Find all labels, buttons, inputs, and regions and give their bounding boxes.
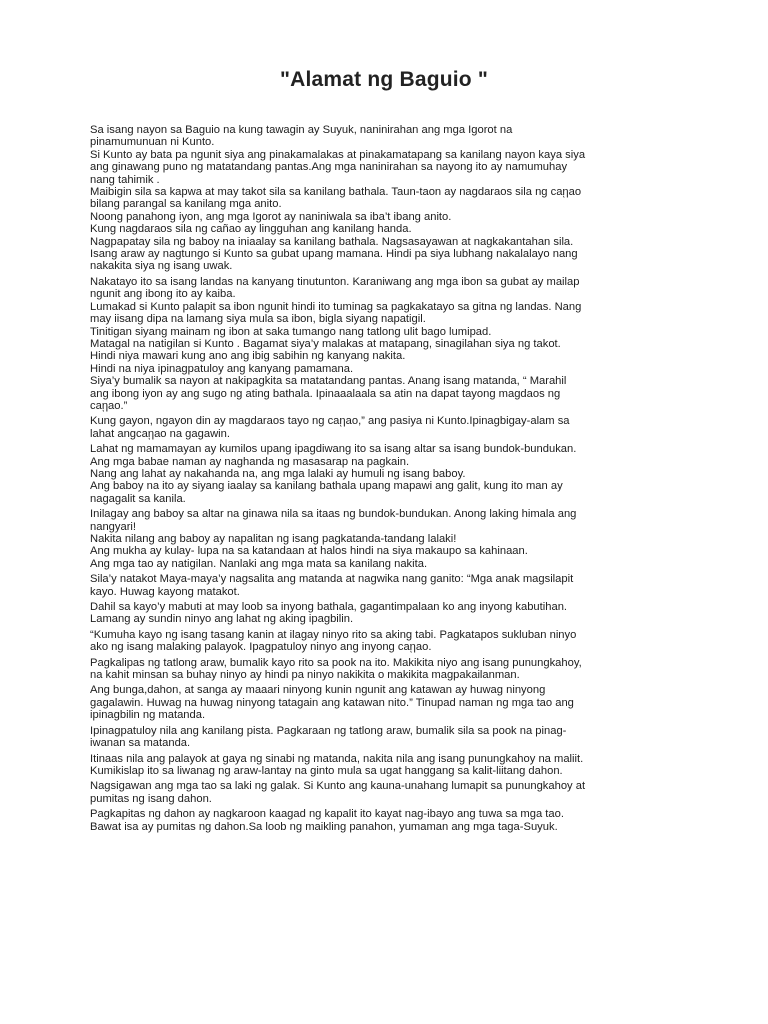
text-line: ngunit ang ibong ito ay kaiba. (90, 288, 236, 301)
text-line: Pagkapitas ng dahon ay nagkaroon kaagad ng kapalit ito kayat nag-ibayo ang tuwa sa mga tao. (90, 808, 564, 821)
text-line: gagalawin. Huwag na huwag ninyong tatagain ang katawan nito.” Tinupad naman ng mga tao ang (90, 696, 574, 709)
text-line: Tinitigan siyang mainam ng ibon at saka tumango nang tatlong ulit bago lumipad. (90, 325, 492, 338)
text-line: Ang baboy na ito ay siyang iaalay sa kanilang bathala upang mapawi ang galit, kung ito man ay (90, 480, 563, 493)
text-line: Kung nagdaraos sila ng cañao ay lingguhan ang kanilang handa. (90, 223, 412, 236)
text-line: Nakita nilang ang baboy ay napalitan ng isang pagkatanda-tandang lalaki! (90, 533, 457, 545)
text-line: nagagalit sa kanila. (90, 492, 186, 505)
text-line: Lumakad si Kunto palapit sa ibon ngunit hindi ito tuminag sa pagkakatayo sa gitna ng landas. Nang (90, 300, 582, 313)
document-title: "Alamat ng Baguio " (279, 68, 489, 91)
paragraph (90, 657, 685, 682)
text-line: bilang parangal sa kanilang mga anito. (90, 198, 282, 211)
text-line: “Kumuha kayo ng isang tasang kanin at ilagay ninyo rito sa aking tabi. Pagkatapos sukluban ninyo (90, 628, 577, 641)
paragraph (90, 780, 685, 805)
text-line: Lahat ng mamamayan ay kumilos upang ipagdiwang ito sa isang altar sa isang bundok-bundukan. (90, 443, 577, 456)
paragraph (90, 508, 685, 570)
text-line: Itinaas nila ang palayok at gaya ng sinabi ng matanda, nakita nila ang isang punungkahoy na maliit. (90, 752, 584, 765)
text-line: lahat angcaῃao na gagawin. (90, 427, 230, 440)
text-line: Isang araw ay nagtungo si Kunto sa gubat upang mamana. Hindi pa siya lubhang nakalalayo nang (90, 248, 578, 261)
paragraph (90, 124, 685, 273)
paragraph (90, 753, 685, 778)
text-line: Ang mukha ay kulay- lupa na sa katandaan at halos hindi na siya makaupo sa kahinaan. (90, 545, 528, 558)
paragraph (90, 415, 685, 440)
text-line: Bawat isa ay pumitas ng dahon.Sa loob ng maikling panahon, yumaman ang mga taga-Suyuk. (90, 820, 558, 833)
text-line: Nang ang lahat ay nakahanda na, ang mga lalaki ay humuli ng isang baboy. (90, 467, 466, 480)
paragraph (90, 808, 685, 833)
text-line: caῃao.” (90, 399, 128, 412)
text-line: Nagpapatay sila ng baboy na iniaalay sa kanilang bathala. Nagsasayawan at nagkakantahan sila. (90, 235, 574, 248)
text-line: ang ibong iyon ay ang sugo ng ating bathala. Ipinaaalaala sa atin na dapat tayong magdaos ng (90, 387, 561, 400)
text-line: Siya’y bumalik sa nayon at nakipagkita sa matatandang pantas. Anang isang matanda, “ Marahil (90, 375, 567, 388)
text-line: Inilagay ang baboy sa altar na ginawa nila sa itaas ng bundok-bundukan. Anong laking himala ang (90, 508, 577, 521)
text-line: Ang bunga,dahon, at sanga ay maaari ninyong kunin ngunit ang katawan ay huwag ninyong (90, 684, 546, 697)
text-line: Ang mga tao ay natigilan. Nanlaki ang mga mata sa kanilang nakita. (90, 557, 428, 570)
text-line: Dahil sa kayo’y mabuti at may loob sa inyong bathala, gagantimpalaan ko ang inyong kabutihan. (90, 601, 568, 614)
paragraph (90, 573, 685, 598)
text-line: Nakatayo ito sa isang landas na kanyang tinutunton. Karaniwang ang mga ibon sa gubat ay mailap (90, 275, 580, 288)
text-line: Pagkalipas ng tatlong araw, bumalik kayo rito sa pook na ito. Makikita niyo ang isang punungkahoy, (90, 656, 582, 669)
text-line: kayo. Huwag kayong matakot. (90, 585, 240, 598)
text-line: Kumikislap ito sa liwanag ng araw-lantay na ginto mula sa ugat hanggang sa kalit-liitang dahon. (90, 764, 563, 777)
text-line: Si Kunto ay bata pa ngunit siya ang pinakamalakas at pinakamatapang sa kanilang nayon kaya siya (90, 148, 586, 161)
paragraph (90, 684, 685, 721)
text-line: Kung gayon, ngayon din ay magdaraos tayo ng caῃao,” ang pasiya ni Kunto.Ipinagbigay-alam sa (90, 415, 570, 428)
paragraph (90, 601, 685, 626)
text-line: na kahit minsan sa buhay ninyo ay hindi pa ninyo nakikita o makikita magpakailanman. (90, 669, 520, 682)
paragraph (90, 725, 685, 750)
text-line: Lamang ay sundin ninyo ang lahat ng aking ipagbilin. (90, 613, 354, 626)
text-line: pinamumunuan ni Kunto. (90, 136, 215, 149)
text-line: Noong panahong iyon, ang mga Igorot ay naniniwala sa iba’t ibang anito. (90, 210, 452, 223)
text-line: Maibigin sila sa kapwa at may takot sila sa kanilang bathala. Taun-taon ay nagdaraos sila ng caῃao (90, 186, 582, 199)
paragraph (90, 276, 685, 412)
text-line: Ipinagpatuloy nila ang kanilang pista. Pagkaraan ng tatlong araw, bumalik sila sa pook na pinag- (90, 724, 567, 737)
text-line: pumitas ng isang dahon. (90, 792, 212, 805)
paragraph (90, 443, 685, 505)
text-line: nangyari! (90, 520, 137, 533)
text-line: Sa isang nayon sa Baguio na kung tawagin ay Suyuk, naninirahan ang mga Igorot na (90, 124, 513, 136)
paragraph (90, 629, 685, 654)
text-line: Sila’y natakot Maya-maya’y nagsalita ang matanda at nagwika nang ganito: “Mga anak magsilapit (90, 573, 574, 586)
document-body (90, 124, 685, 836)
text-line: Ang mga babae naman ay naghanda ng masasarap na pagkain. (90, 455, 410, 468)
text-line: ako ng isang malaking palayok. Ipagpatuloy ninyo ang inyong caῃao. (90, 641, 432, 654)
text-line: ang ginawang puno ng matatandang pantas.Ang mga naninirahan sa nayong ito ay namumuhay (90, 161, 568, 174)
text-line: nakakita siya ng isang uwak. (90, 260, 233, 273)
text-line: ipinagbilin ng matanda. (90, 709, 206, 722)
text-line: Matagal na natigilan si Kunto . Bagamat siya’y malakas at matapang, sinagilahan siya ng takot. (90, 337, 561, 350)
text-line: Nagsigawan ang mga tao sa laki ng galak. Si Kunto ang kauna-unahang lumapit sa punungkahoy at (90, 780, 586, 793)
text-line: Hindi niya mawari kung ano ang ibig sabihin ng kanyang nakita. (90, 350, 406, 363)
text-line: may iisang dipa na lamang siya mula sa ibon, bigla siyang napatigil. (90, 313, 426, 326)
text-line: iwanan sa matanda. (90, 737, 191, 750)
text-line: Hindi na niya ipinagpatuloy ang kanyang pamamana. (90, 362, 354, 375)
text-line: nang tahimik . (90, 173, 160, 186)
